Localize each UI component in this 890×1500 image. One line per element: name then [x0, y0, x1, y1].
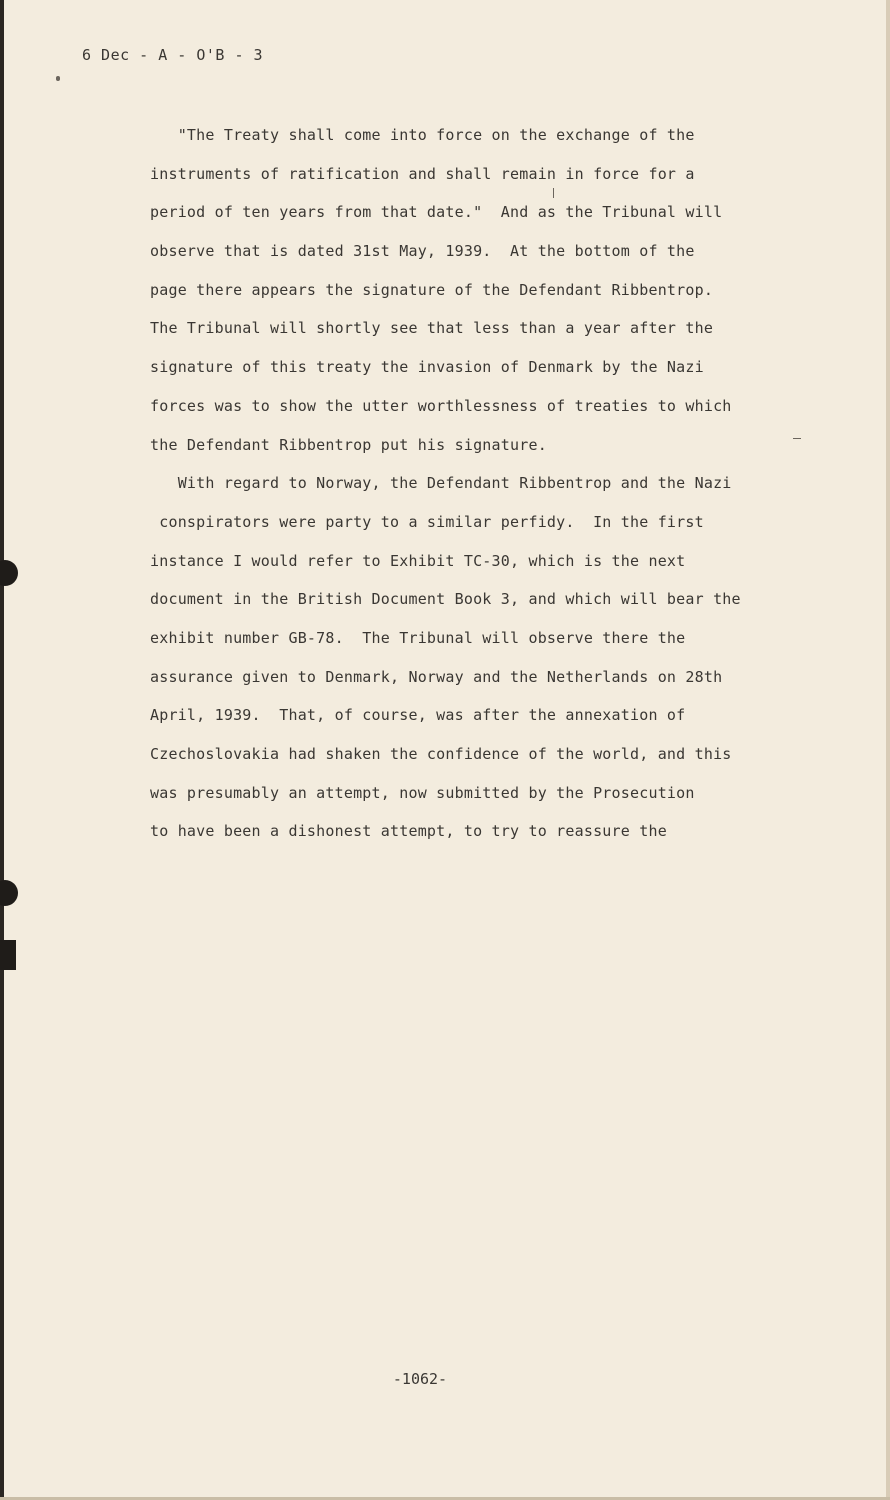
- text-line: period of ten years from that date." And as the Tribunal will: [150, 203, 723, 222]
- text-line: observe that is dated 31st May, 1939. At the bottom of the: [150, 242, 695, 261]
- text-line: the Defendant Ribbentrop put his signature.: [150, 435, 547, 454]
- text-line: forces was to show the utter worthlessness of treaties to which: [150, 396, 732, 415]
- right-page-edge: [886, 0, 890, 1500]
- body-text: [150, 116, 820, 851]
- text-line: April, 1939. That, of course, was after the annexation of: [150, 706, 686, 725]
- text-line: Czechoslovakia had shaken the confidence of the world, and this: [150, 745, 732, 763]
- text-line: page there appears the signature of the Defendant Ribbentrop.: [150, 280, 714, 299]
- punch-hole-upper: [0, 560, 18, 586]
- binding-tab: [0, 940, 16, 970]
- text-line: exhibit number GB-78. The Tribunal will observe there the: [150, 628, 686, 647]
- text-line: assurance given to Denmark, Norway and the Netherlands on 28th: [150, 667, 723, 686]
- page-number: -1062-: [392, 1370, 448, 1388]
- text-line: With regard to Norway, the Defendant Ribbentrop and the Nazi: [150, 474, 732, 493]
- text-line: The Tribunal will shortly see that less than a year after the: [150, 319, 714, 338]
- punch-hole-lower: [0, 880, 18, 906]
- text-line: instance I would refer to Exhibit TC-30, which is the next: [150, 551, 686, 570]
- text-line: document in the British Document Book 3, and which will bear the: [150, 590, 741, 609]
- text-line: was presumably an attempt, now submitted by the Prosecution: [150, 783, 695, 802]
- text-line: conspirators were party to a similar perfidy. In the first: [150, 512, 704, 531]
- text-line: to have been a dishonest attempt, to try to reassure the: [150, 822, 667, 841]
- left-binding-edge: [0, 0, 4, 1500]
- text-line: "The Treaty shall come into force on the exchange of the: [150, 126, 695, 144]
- ink-speck: [56, 76, 60, 81]
- text-line: signature of this treaty the invasion of Denmark by the Nazi: [150, 358, 704, 377]
- text-line: instruments of ratification and shall remain in force for a: [150, 164, 695, 183]
- page-reference: 6 Dec - A - O'B - 3: [82, 46, 264, 64]
